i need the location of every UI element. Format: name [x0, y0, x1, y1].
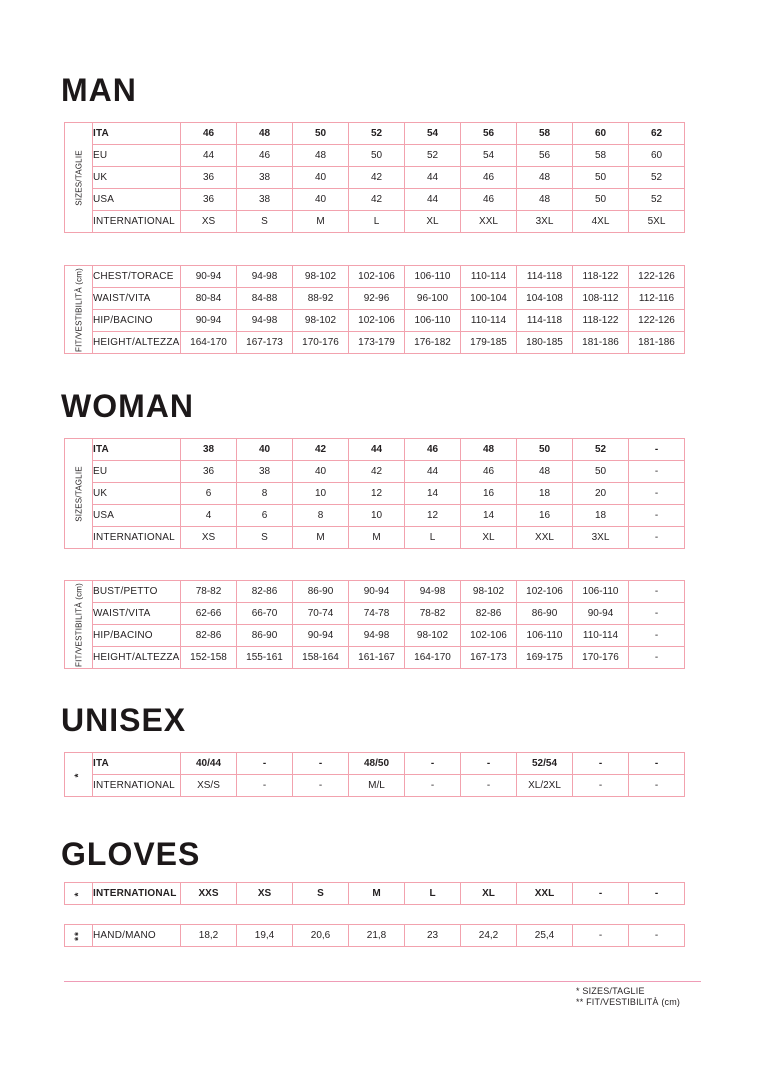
value-cell: 100-104: [461, 288, 517, 310]
value-cell: 10: [349, 505, 405, 527]
value-cell: 8: [237, 483, 293, 505]
row-label: EU: [93, 145, 181, 167]
value-cell: 112-116: [629, 288, 685, 310]
table-row: [65, 266, 685, 288]
value-cell: 90-94: [349, 581, 405, 603]
value-cell: 86-90: [517, 603, 573, 625]
table-row: [65, 189, 685, 211]
value-cell: 108-112: [573, 288, 629, 310]
value-cell: 152-158: [181, 647, 237, 669]
value-cell: M/L: [349, 775, 405, 797]
value-cell: 18: [517, 483, 573, 505]
value-cell: 92-96: [349, 288, 405, 310]
table-row: [65, 123, 685, 145]
row-label: ITA: [93, 439, 181, 461]
table-side-label: [65, 581, 93, 669]
value-cell: 106-110: [517, 625, 573, 647]
value-cell: 46: [461, 189, 517, 211]
value-cell: 20: [573, 483, 629, 505]
row-label: HAND/MANO: [93, 925, 181, 947]
value-cell: 106-110: [405, 266, 461, 288]
value-cell: S: [293, 883, 349, 905]
table-row: [65, 527, 685, 549]
value-cell: -: [573, 775, 629, 797]
table-row: [65, 883, 685, 905]
section-title-woman: WOMAN: [61, 388, 194, 424]
value-cell: 66-70: [237, 603, 293, 625]
value-cell: 155-161: [237, 647, 293, 669]
value-cell: 86-90: [293, 581, 349, 603]
value-cell: 54: [461, 145, 517, 167]
value-cell: 40: [293, 189, 349, 211]
row-label: INTERNATIONAL: [93, 883, 181, 905]
value-cell: 46: [237, 145, 293, 167]
value-cell: 52: [405, 145, 461, 167]
value-cell: 179-185: [461, 332, 517, 354]
woman-sizes-table: [64, 438, 685, 549]
value-cell: 56: [517, 145, 573, 167]
value-cell: XL: [405, 211, 461, 233]
vertical-label: SIZES/TAGLIE: [74, 149, 83, 206]
vertical-label: *: [73, 891, 84, 896]
value-cell: 50: [293, 123, 349, 145]
table-row: [65, 603, 685, 625]
value-cell: 167-173: [461, 647, 517, 669]
value-cell: -: [573, 883, 629, 905]
gloves-sizes-table: [64, 882, 685, 905]
value-cell: 50: [517, 439, 573, 461]
value-cell: 48/50: [349, 753, 405, 775]
value-cell: XXL: [461, 211, 517, 233]
row-label: WAIST/VITA: [93, 603, 181, 625]
value-cell: 102-106: [461, 625, 517, 647]
value-cell: 98-102: [293, 310, 349, 332]
value-cell: 50: [349, 145, 405, 167]
value-cell: 20,6: [293, 925, 349, 947]
table-row: [65, 483, 685, 505]
value-cell: 170-176: [293, 332, 349, 354]
value-cell: 38: [237, 167, 293, 189]
value-cell: L: [405, 527, 461, 549]
value-cell: -: [629, 527, 685, 549]
value-cell: -: [573, 753, 629, 775]
table-side-label: [65, 266, 93, 354]
value-cell: 54: [405, 123, 461, 145]
value-cell: XS: [237, 883, 293, 905]
value-cell: 14: [461, 505, 517, 527]
value-cell: 8: [293, 505, 349, 527]
row-label: USA: [93, 505, 181, 527]
value-cell: 36: [181, 189, 237, 211]
value-cell: 19,4: [237, 925, 293, 947]
value-cell: 90-94: [573, 603, 629, 625]
table-side-label: [65, 439, 93, 549]
section-title-man: MAN: [61, 72, 137, 108]
row-label: INTERNATIONAL: [93, 775, 181, 797]
row-label: HEIGHT/ALTEZZA: [93, 647, 181, 669]
row-label: HIP/BACINO: [93, 625, 181, 647]
value-cell: 94-98: [237, 266, 293, 288]
value-cell: -: [629, 883, 685, 905]
footer-note-fit: ** FIT/VESTIBILITÀ (cm): [576, 997, 681, 1007]
table-side-marker: [65, 753, 93, 797]
value-cell: -: [405, 775, 461, 797]
value-cell: 60: [573, 123, 629, 145]
value-cell: 42: [349, 461, 405, 483]
table-row: [65, 211, 685, 233]
value-cell: 80-84: [181, 288, 237, 310]
section-title-gloves: GLOVES: [61, 836, 201, 872]
vertical-label: FIT/VESTIBILITÀ (cm): [74, 267, 83, 352]
value-cell: 110-114: [461, 266, 517, 288]
value-cell: 44: [405, 189, 461, 211]
table-side-marker: [65, 925, 93, 947]
value-cell: M: [349, 527, 405, 549]
value-cell: 84-88: [237, 288, 293, 310]
value-cell: 52: [349, 123, 405, 145]
table-row: [65, 925, 685, 947]
value-cell: XL: [461, 527, 517, 549]
value-cell: 21,8: [349, 925, 405, 947]
value-cell: XXS: [181, 883, 237, 905]
value-cell: 102-106: [517, 581, 573, 603]
value-cell: 48: [237, 123, 293, 145]
value-cell: 38: [181, 439, 237, 461]
value-cell: -: [629, 483, 685, 505]
value-cell: -: [629, 775, 685, 797]
value-cell: 78-82: [181, 581, 237, 603]
value-cell: L: [349, 211, 405, 233]
value-cell: 96-100: [405, 288, 461, 310]
vertical-label: FIT/VESTIBILITÀ (cm): [74, 582, 83, 667]
value-cell: 181-186: [573, 332, 629, 354]
value-cell: 114-118: [517, 310, 573, 332]
value-cell: 42: [349, 189, 405, 211]
table-row: [65, 581, 685, 603]
value-cell: 170-176: [573, 647, 629, 669]
value-cell: 48: [517, 189, 573, 211]
value-cell: 40: [237, 439, 293, 461]
value-cell: 40/44: [181, 753, 237, 775]
value-cell: 6: [181, 483, 237, 505]
value-cell: 118-122: [573, 266, 629, 288]
value-cell: -: [237, 775, 293, 797]
value-cell: 46: [181, 123, 237, 145]
value-cell: -: [629, 581, 685, 603]
value-cell: 58: [517, 123, 573, 145]
value-cell: 36: [181, 167, 237, 189]
value-cell: 52: [629, 189, 685, 211]
value-cell: 56: [461, 123, 517, 145]
value-cell: 52: [629, 167, 685, 189]
value-cell: 46: [461, 167, 517, 189]
value-cell: 94-98: [237, 310, 293, 332]
value-cell: 58: [573, 145, 629, 167]
value-cell: 48: [461, 439, 517, 461]
row-label: EU: [93, 461, 181, 483]
value-cell: -: [629, 603, 685, 625]
value-cell: -: [629, 753, 685, 775]
value-cell: 114-118: [517, 266, 573, 288]
value-cell: 70-74: [293, 603, 349, 625]
value-cell: 74-78: [349, 603, 405, 625]
value-cell: 181-186: [629, 332, 685, 354]
value-cell: 164-170: [181, 332, 237, 354]
value-cell: 118-122: [573, 310, 629, 332]
value-cell: 82-86: [237, 581, 293, 603]
value-cell: XXL: [517, 527, 573, 549]
value-cell: 3XL: [517, 211, 573, 233]
value-cell: 88-92: [293, 288, 349, 310]
value-cell: -: [629, 505, 685, 527]
value-cell: 94-98: [405, 581, 461, 603]
value-cell: 98-102: [405, 625, 461, 647]
value-cell: M: [349, 883, 405, 905]
value-cell: 48: [517, 461, 573, 483]
value-cell: 38: [237, 461, 293, 483]
value-cell: S: [237, 211, 293, 233]
table-row: [65, 647, 685, 669]
value-cell: 110-114: [573, 625, 629, 647]
table-row: [65, 439, 685, 461]
value-cell: 82-86: [461, 603, 517, 625]
value-cell: 4XL: [573, 211, 629, 233]
value-cell: 106-110: [405, 310, 461, 332]
value-cell: 180-185: [517, 332, 573, 354]
value-cell: 5XL: [629, 211, 685, 233]
row-label: HEIGHT/ALTEZZA: [93, 332, 181, 354]
value-cell: XXL: [517, 883, 573, 905]
value-cell: 110-114: [461, 310, 517, 332]
value-cell: 25,4: [517, 925, 573, 947]
value-cell: S: [237, 527, 293, 549]
value-cell: 102-106: [349, 266, 405, 288]
value-cell: 122-126: [629, 266, 685, 288]
table-row: [65, 145, 685, 167]
table-row: [65, 753, 685, 775]
value-cell: -: [629, 647, 685, 669]
value-cell: 38: [237, 189, 293, 211]
value-cell: 78-82: [405, 603, 461, 625]
value-cell: 98-102: [293, 266, 349, 288]
value-cell: 4: [181, 505, 237, 527]
value-cell: 44: [405, 167, 461, 189]
man-sizes-table: [64, 122, 685, 233]
row-label: ITA: [93, 123, 181, 145]
value-cell: 50: [573, 461, 629, 483]
value-cell: 48: [517, 167, 573, 189]
value-cell: 60: [629, 145, 685, 167]
value-cell: 106-110: [573, 581, 629, 603]
table-side-marker: [65, 883, 93, 905]
value-cell: -: [629, 439, 685, 461]
man-fit-table: [64, 265, 685, 354]
value-cell: -: [629, 461, 685, 483]
value-cell: 122-126: [629, 310, 685, 332]
value-cell: 42: [293, 439, 349, 461]
value-cell: -: [573, 925, 629, 947]
unisex-sizes-table: [64, 752, 685, 797]
row-label: WAIST/VITA: [93, 288, 181, 310]
table-row: [65, 288, 685, 310]
table-row: [65, 505, 685, 527]
value-cell: 40: [293, 167, 349, 189]
section-title-unisex: UNISEX: [61, 702, 187, 738]
value-cell: 50: [573, 189, 629, 211]
value-cell: 10: [293, 483, 349, 505]
value-cell: -: [237, 753, 293, 775]
value-cell: -: [461, 753, 517, 775]
value-cell: 24,2: [461, 925, 517, 947]
footer-legend: [576, 986, 680, 1008]
value-cell: XS: [181, 527, 237, 549]
value-cell: 173-179: [349, 332, 405, 354]
value-cell: 18: [573, 505, 629, 527]
row-label: INTERNATIONAL: [93, 211, 181, 233]
value-cell: 6: [237, 505, 293, 527]
value-cell: 94-98: [349, 625, 405, 647]
value-cell: XS: [181, 211, 237, 233]
row-label: INTERNATIONAL: [93, 527, 181, 549]
table-row: [65, 775, 685, 797]
value-cell: 3XL: [573, 527, 629, 549]
value-cell: 16: [517, 505, 573, 527]
value-cell: -: [629, 925, 685, 947]
table-row: [65, 332, 685, 354]
value-cell: 14: [405, 483, 461, 505]
table-row: [65, 461, 685, 483]
table-side-label: [65, 123, 93, 233]
value-cell: 62: [629, 123, 685, 145]
value-cell: -: [293, 775, 349, 797]
value-cell: L: [405, 883, 461, 905]
table-row: [65, 310, 685, 332]
value-cell: -: [629, 625, 685, 647]
value-cell: 23: [405, 925, 461, 947]
value-cell: 50: [573, 167, 629, 189]
value-cell: XL: [461, 883, 517, 905]
vertical-label: **: [73, 930, 84, 941]
value-cell: 98-102: [461, 581, 517, 603]
value-cell: XL/2XL: [517, 775, 573, 797]
value-cell: 52: [573, 439, 629, 461]
value-cell: 102-106: [349, 310, 405, 332]
value-cell: 18,2: [181, 925, 237, 947]
value-cell: 82-86: [181, 625, 237, 647]
value-cell: M: [293, 527, 349, 549]
footer-divider-line: [64, 981, 701, 982]
row-label: CHEST/TORACE: [93, 266, 181, 288]
footer-note-sizes: * SIZES/TAGLIE: [576, 986, 645, 996]
table-row: [65, 625, 685, 647]
row-label: USA: [93, 189, 181, 211]
value-cell: -: [293, 753, 349, 775]
value-cell: 48: [293, 145, 349, 167]
row-label: UK: [93, 167, 181, 189]
value-cell: 167-173: [237, 332, 293, 354]
vertical-label: SIZES/TAGLIE: [74, 465, 83, 522]
vertical-label: *: [73, 772, 84, 777]
value-cell: 44: [405, 461, 461, 483]
value-cell: 44: [349, 439, 405, 461]
value-cell: 40: [293, 461, 349, 483]
table-row: [65, 167, 685, 189]
value-cell: 90-94: [181, 310, 237, 332]
value-cell: 104-108: [517, 288, 573, 310]
value-cell: 90-94: [181, 266, 237, 288]
row-label: ITA: [93, 753, 181, 775]
gloves-hand-table: [64, 924, 685, 947]
value-cell: -: [461, 775, 517, 797]
value-cell: 164-170: [405, 647, 461, 669]
value-cell: 169-175: [517, 647, 573, 669]
value-cell: XS/S: [181, 775, 237, 797]
value-cell: 16: [461, 483, 517, 505]
value-cell: 46: [405, 439, 461, 461]
value-cell: -: [405, 753, 461, 775]
value-cell: 176-182: [405, 332, 461, 354]
value-cell: 12: [405, 505, 461, 527]
value-cell: 62-66: [181, 603, 237, 625]
woman-fit-table: [64, 580, 685, 669]
value-cell: 90-94: [293, 625, 349, 647]
row-label: HIP/BACINO: [93, 310, 181, 332]
value-cell: 36: [181, 461, 237, 483]
value-cell: 42: [349, 167, 405, 189]
value-cell: M: [293, 211, 349, 233]
value-cell: 158-164: [293, 647, 349, 669]
value-cell: 86-90: [237, 625, 293, 647]
value-cell: 46: [461, 461, 517, 483]
row-label: BUST/PETTO: [93, 581, 181, 603]
value-cell: 12: [349, 483, 405, 505]
value-cell: 44: [181, 145, 237, 167]
value-cell: 161-167: [349, 647, 405, 669]
value-cell: 52/54: [517, 753, 573, 775]
row-label: UK: [93, 483, 181, 505]
